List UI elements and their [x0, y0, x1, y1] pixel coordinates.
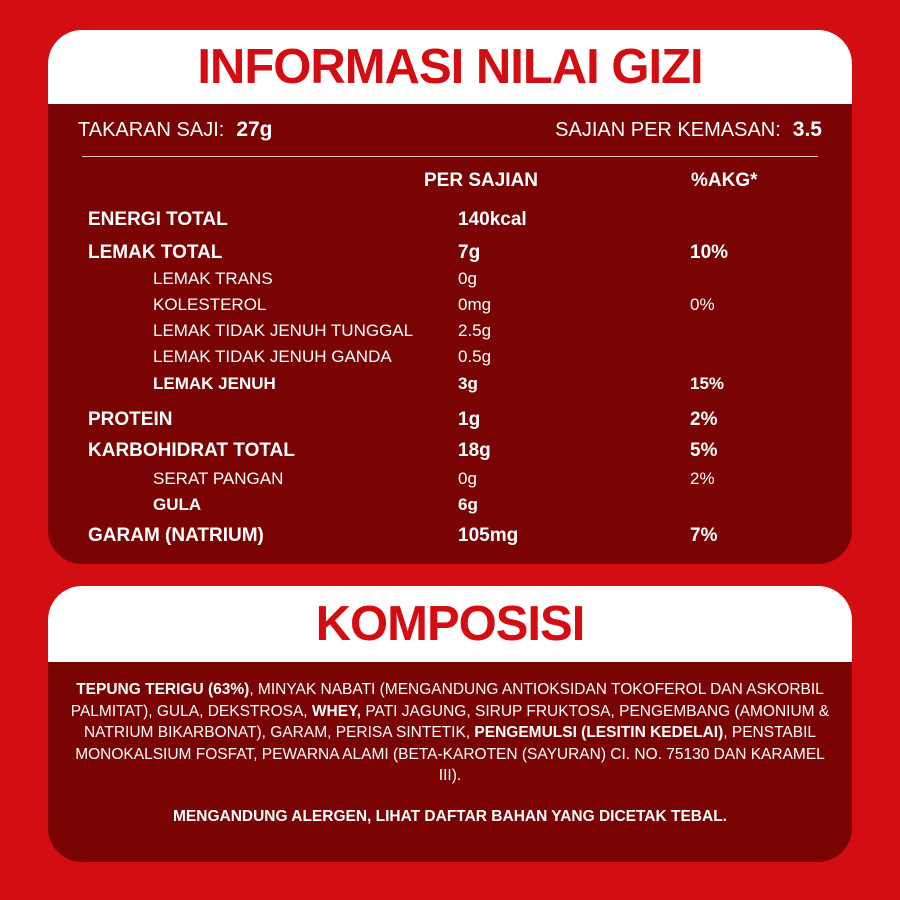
- nutrient-name: SERAT PANGAN: [153, 469, 284, 488]
- nutrient-row: [48, 242, 852, 268]
- composition-card: [48, 586, 852, 862]
- nutrient-value: 0.5g: [458, 347, 492, 366]
- nutrient-name: ENERGI TOTAL: [88, 209, 228, 230]
- nutrient-value: 7g: [458, 242, 481, 263]
- nutrient-name: KARBOHIDRAT TOTAL: [88, 440, 295, 461]
- nutrient-value: 6g: [458, 495, 478, 514]
- ingredients-text: [68, 679, 832, 787]
- nutrient-value: 0mg: [458, 295, 492, 314]
- allergen-note: MENGANDUNG ALERGEN, LIHAT DAFTAR BAHAN YANG DICETAK TEBAL.: [173, 808, 727, 825]
- nutrition-facts-card: [48, 30, 852, 564]
- ingredient-text: PATI JAGUNG, SIRUP FRUKTOSA, PENGEMBANG (AMONIUM & NATRIUM BIKARBONAT), GARAM, PERISA SINTETIK,: [83, 702, 830, 741]
- nutrient-name: LEMAK TRANS: [153, 269, 273, 288]
- nutrient-akg: 15%: [690, 374, 725, 393]
- serving-info: [78, 118, 822, 142]
- nutrient-row: [48, 374, 852, 400]
- col-akg: %AKG*: [691, 170, 758, 191]
- nutrient-name: GARAM (NATRIUM): [88, 525, 264, 546]
- nutrient-value: 105mg: [458, 525, 519, 546]
- ingredient-bold: TEPUNG TERIGU (63%): [76, 681, 250, 698]
- nutrient-akg: 2%: [690, 409, 718, 430]
- nutrient-value: 3g: [458, 374, 478, 393]
- nutrient-row: [48, 295, 852, 321]
- nutrient-name: LEMAK TOTAL: [88, 242, 223, 263]
- col-per-serving: PER SAJIAN: [424, 170, 539, 191]
- ingredient-text: , MINYAK NABATI (MENGANDUNG ANTIOKSIDAN TOKOFEROL DAN ASKORBIL PALMITAT), GULA, DEKSTROSA,: [70, 681, 824, 720]
- nutrient-akg: 5%: [690, 440, 718, 461]
- serving-size-label: TAKARAN SAJI:: [78, 119, 225, 141]
- nutrient-name: LEMAK TIDAK JENUH TUNGGAL: [153, 321, 414, 340]
- nutrient-row: [48, 409, 852, 435]
- nutrient-row: [48, 321, 852, 347]
- nutrient-name: LEMAK JENUH: [153, 374, 276, 393]
- nutrient-akg: 0%: [690, 295, 715, 314]
- nutrient-akg: 2%: [690, 469, 715, 488]
- nutrient-row: [48, 469, 852, 495]
- nutrient-name: LEMAK TIDAK JENUH GANDA: [153, 347, 392, 366]
- servings-per-pack-label: SAJIAN PER KEMASAN:: [555, 119, 781, 141]
- nutrient-row: [48, 525, 852, 551]
- nutrient-row: [48, 495, 852, 521]
- nutrient-value: 1g: [458, 409, 481, 430]
- servings-per-pack: [555, 118, 822, 142]
- nutrient-row: [48, 209, 852, 235]
- nutrient-value: 18g: [458, 440, 491, 461]
- nutrient-row: [48, 440, 852, 466]
- divider: [82, 156, 818, 157]
- nutrient-value: 140kcal: [458, 209, 527, 230]
- nutrient-name: PROTEIN: [88, 409, 173, 430]
- nutrition-title: INFORMASI NILAI GIZI: [48, 30, 852, 104]
- ingredient-text: , PENSTABIL MONOKALSIUM FOSFAT, PEWARNA ALAMI (BETA-KAROTEN (SAYURAN) CI. NO. 75130 DAN KARAMEL III).: [75, 724, 825, 784]
- nutrient-row: [48, 347, 852, 373]
- nutrient-row: [48, 269, 852, 295]
- serving-size-value: 27g: [236, 118, 273, 141]
- nutrient-value: 0g: [458, 469, 477, 488]
- nutrient-value: 2.5g: [458, 321, 492, 340]
- ingredient-bold: WHEY,: [311, 702, 362, 720]
- servings-per-pack-value: 3.5: [792, 118, 822, 141]
- nutrient-akg: 10%: [690, 242, 729, 263]
- nutrient-name: GULA: [153, 495, 202, 514]
- serving-size: [78, 118, 273, 142]
- nutrient-value: 0g: [458, 269, 477, 288]
- nutrient-akg: 7%: [690, 525, 718, 546]
- ingredient-bold: PENGEMULSI (LESITIN KEDELAI): [474, 724, 724, 741]
- nutrient-name: KOLESTEROL: [153, 295, 267, 314]
- composition-title: KOMPOSISI: [48, 586, 852, 662]
